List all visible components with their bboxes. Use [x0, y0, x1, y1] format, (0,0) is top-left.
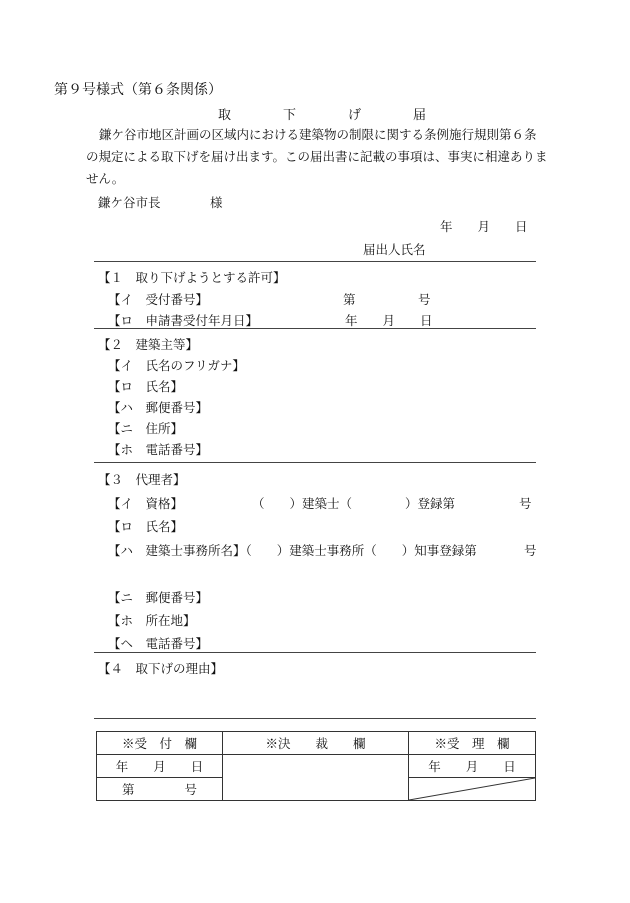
agent-qualification-architect: （ ）建築士（: [252, 496, 353, 511]
acceptance-diagonal-cell: [409, 778, 536, 801]
owner-address-label: 【ニ 住所】: [108, 421, 184, 436]
reception-date: 年 月 日: [97, 755, 223, 778]
agent-office-name-label: 【ハ 建築士事務所名】（ ）建築士事務所（ ）知事登録第: [108, 543, 477, 558]
section2-heading: 【２ 建築主等】: [98, 337, 199, 352]
diagonal-line: [409, 778, 535, 800]
agent-phone-label: 【ヘ 電話番号】: [108, 636, 209, 651]
divider-1: [94, 328, 536, 329]
divider-3: [94, 652, 536, 653]
document-title: 取 下 げ 届: [218, 108, 427, 123]
agent-postal-label: 【ニ 郵便番号】: [108, 590, 209, 605]
approval-area: [223, 755, 409, 801]
section3-heading: 【３ 代理者】: [98, 472, 186, 487]
applicant-name-label: 届出人氏名: [363, 242, 426, 257]
section4-heading: 【４ 取下げの理由】: [98, 661, 224, 676]
divider-bottom: [94, 718, 536, 719]
owner-postal-label: 【ハ 郵便番号】: [108, 400, 209, 415]
body-text-content: 鎌ケ谷市地区計画の区域内における建築物の制限に関する条例施行規則第６条の規定による取下げを届け出ます。この届出書に記載の事項は、事実に相違ありません。: [86, 127, 548, 186]
body-text: [86, 124, 548, 190]
divider-top: [94, 261, 536, 262]
receipt-table: [96, 731, 536, 801]
owner-name-label: 【ロ 氏名】: [108, 379, 184, 394]
approval-column-header: ※決 裁 欄: [223, 732, 409, 755]
agent-qualification-registration: ）登録第: [405, 496, 456, 511]
honorific: 様: [210, 195, 223, 210]
addressee: 鎌ケ谷市長: [98, 195, 161, 210]
form-number: 第９号様式（第６条関係）: [54, 82, 222, 98]
acceptance-date: 年 月 日: [409, 755, 536, 778]
agent-qualification-label: 【イ 資格】: [108, 496, 184, 511]
agent-location-label: 【ホ 所在地】: [108, 613, 196, 628]
receipt-number-label: 【イ 受付番号】: [108, 292, 209, 307]
reception-column-header: ※受 付 欄: [97, 732, 223, 755]
acceptance-column-header: ※受 理 欄: [409, 732, 536, 755]
agent-qualification-number-suffix: 号: [519, 496, 532, 511]
owner-phone-label: 【ホ 電話番号】: [108, 442, 209, 457]
application-date-label: 【ロ 申請書受付年月日】: [108, 313, 259, 328]
receipt-number-value: 第 号: [343, 292, 431, 307]
application-date-value: 年 月 日: [345, 313, 433, 328]
divider-2: [94, 462, 536, 463]
date-line: 年 月 日: [440, 219, 528, 234]
reception-number: 第 号: [97, 778, 223, 801]
owner-furigana-label: 【イ 氏名のフリガナ】: [108, 358, 245, 373]
section1-heading: 【１ 取り下げようとする許可】: [98, 270, 286, 285]
agent-office-number-suffix: 号: [524, 543, 537, 558]
agent-name-label: 【ロ 氏名】: [108, 519, 184, 534]
